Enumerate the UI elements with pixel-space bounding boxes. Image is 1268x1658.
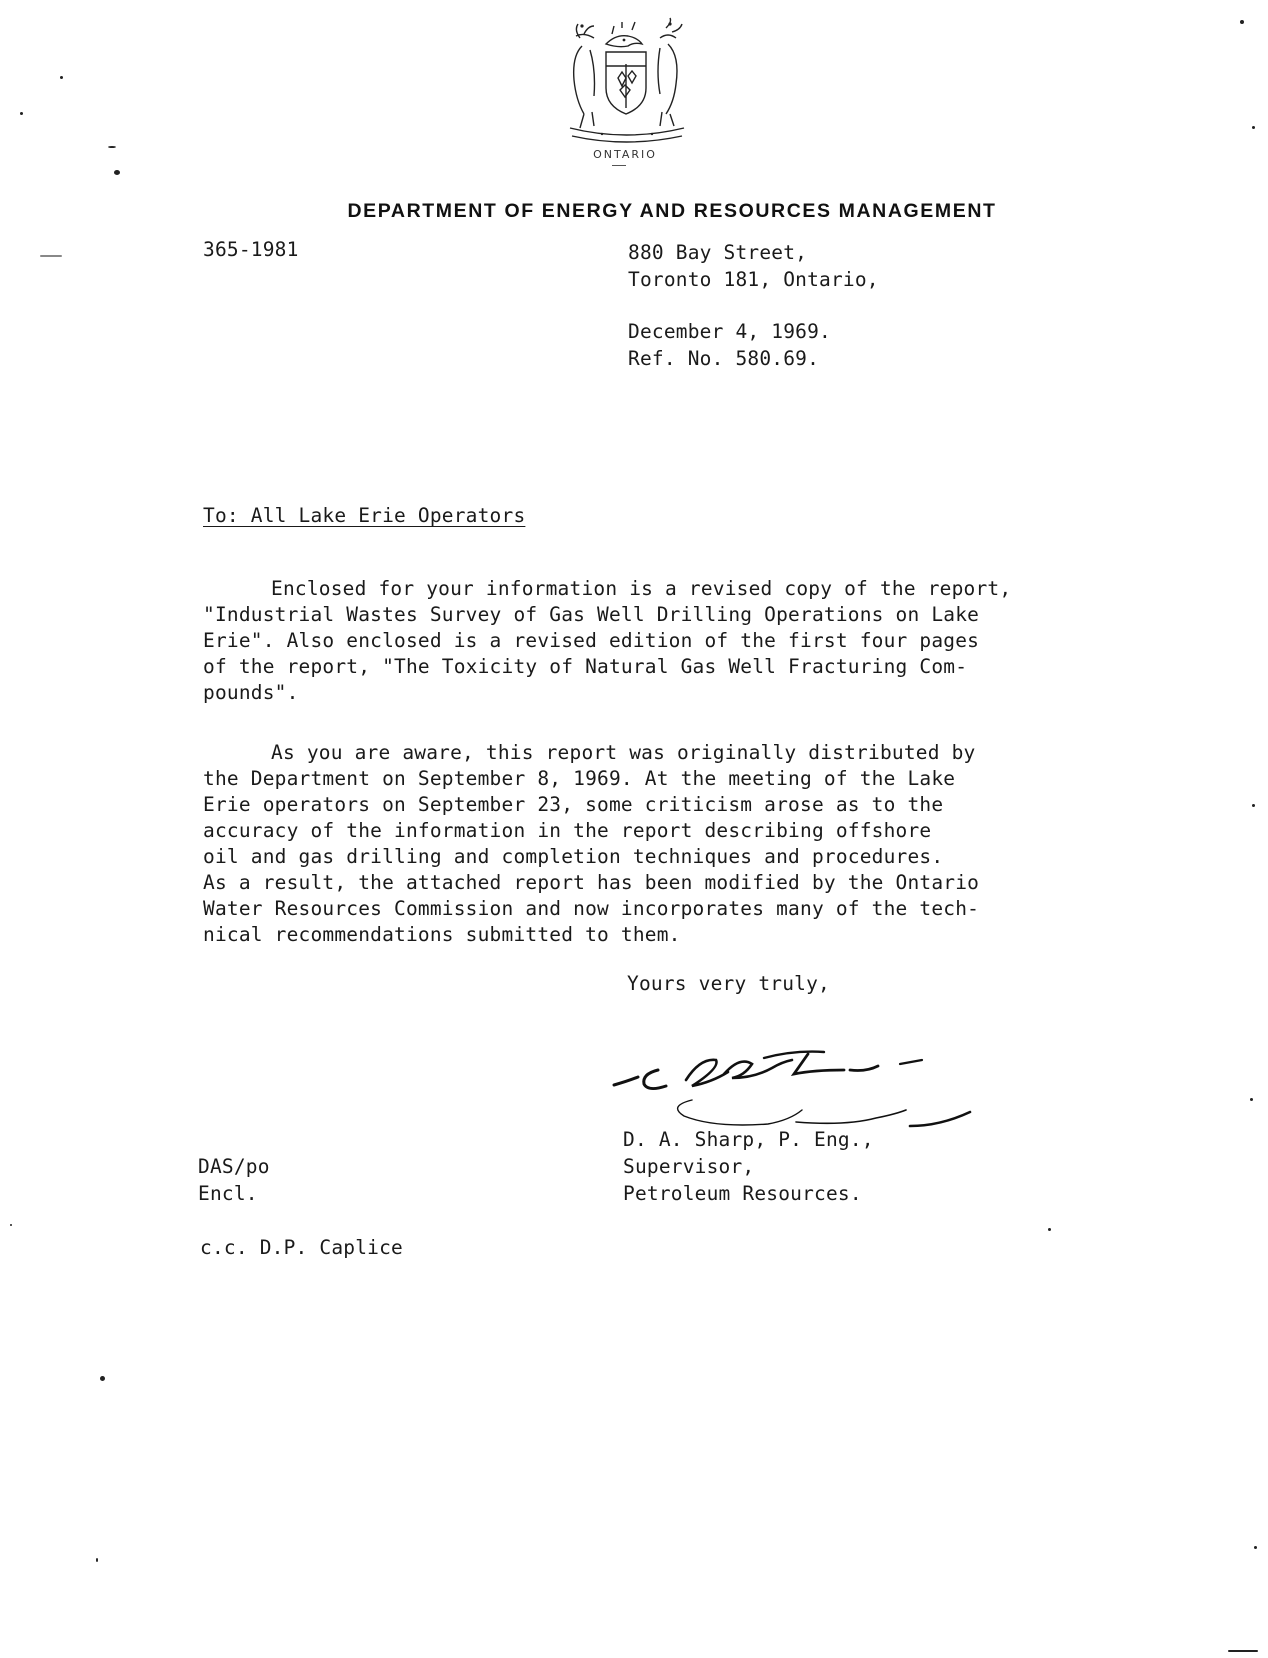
paragraph-1-line-5: pounds". (203, 681, 299, 704)
enclosure-note: Encl. (198, 1182, 258, 1205)
paragraph-1-line-2: "Industrial Wastes Survey of Gas Well Drilling Operations on Lake (203, 603, 980, 626)
scan-speck (114, 170, 120, 175)
carbon-copy: c.c. D.P. Caplice (200, 1236, 403, 1259)
ontario-crest-icon (562, 16, 690, 146)
typist-initials: DAS/po (198, 1155, 270, 1178)
province-underline (612, 165, 626, 166)
body-paragraph-1 (203, 576, 1103, 706)
paragraph-1-line-3: Erie". Also enclosed is a revised edition of the first four pages (203, 629, 980, 652)
reference-number: Ref. No. 580.69. (628, 347, 820, 370)
paragraph-2-line-8: nical recommendations submitted to them. (203, 923, 681, 946)
salutation: To: All Lake Erie Operators (203, 504, 526, 527)
handwritten-signature (600, 1030, 1020, 1140)
letter-date: December 4, 1969. (628, 320, 831, 343)
scan-speck (1048, 1228, 1051, 1231)
address-line-1: 880 Bay Street, (628, 241, 808, 264)
department-name: DEPARTMENT OF ENERGY AND RESOURCES MANAGEMENT (347, 200, 997, 222)
file-number: 365-1981 (203, 238, 299, 261)
closing: Yours very truly, (627, 972, 830, 995)
paragraph-2-line-6: As a result, the attached report has been modified by the Ontario (203, 871, 980, 894)
scan-speck (1252, 804, 1255, 807)
paragraph-1-line-4: of the report, "The Toxicity of Natural Gas Well Fracturing Com- (203, 655, 968, 678)
paragraph-1-line-1: Enclosed for your information is a revised copy of the report, (271, 577, 1012, 600)
paragraph-2-line-3: Erie operators on September 23, some criticism arose as to the (203, 793, 944, 816)
scan-speck (1254, 1546, 1257, 1549)
paragraph-2-line-5: oil and gas drilling and completion techniques and procedures. (203, 845, 944, 868)
scan-speck (100, 1376, 105, 1381)
province-name: ONTARIO (593, 148, 657, 161)
scan-speck (20, 112, 23, 115)
scan-speck (1240, 20, 1244, 24)
address-line-2: Toronto 181, Ontario, (628, 268, 879, 291)
scan-speck (10, 1224, 12, 1226)
body-paragraph-2 (203, 740, 1103, 948)
signatory-name: D. A. Sharp, P. Eng., (623, 1128, 874, 1151)
scan-speck (1250, 1098, 1253, 1101)
scan-speck (1252, 126, 1255, 129)
scan-speck (40, 255, 62, 257)
scan-speck (1228, 1650, 1258, 1652)
scan-speck (96, 1558, 98, 1562)
department-heading (0, 200, 1268, 223)
paragraph-2-line-7: Water Resources Commission and now incorporates many of the tech- (203, 897, 980, 920)
paragraph-2-line-4: accuracy of the information in the report describing offshore (203, 819, 932, 842)
scan-speck (60, 76, 63, 79)
signatory-division: Petroleum Resources. (623, 1182, 862, 1205)
scan-speck (108, 146, 116, 148)
paragraph-2-line-2: the Department on September 8, 1969. At the meeting of the Lake (203, 767, 956, 790)
signatory-title: Supervisor, (623, 1155, 755, 1178)
paragraph-2-line-1: As you are aware, this report was originally distributed by (271, 741, 976, 764)
